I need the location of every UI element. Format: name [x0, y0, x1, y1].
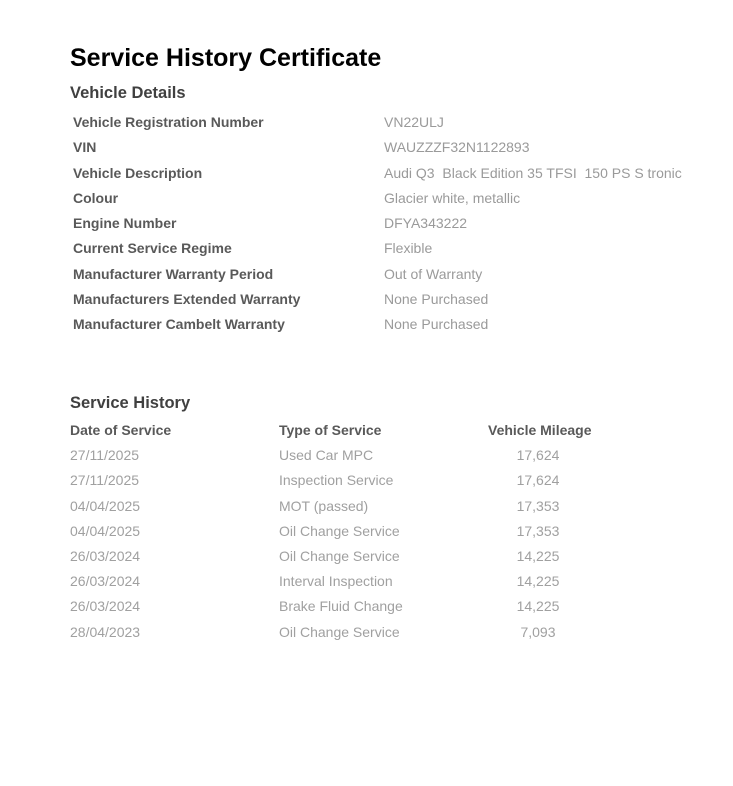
service-type: Oil Change Service	[279, 623, 400, 640]
service-history-table	[70, 421, 630, 648]
service-mileage: 7,093	[520, 623, 556, 640]
service-mileage: 14,225	[516, 598, 560, 615]
column-header-mileage: Vehicle Mileage	[488, 422, 592, 438]
service-mileage: 17,353	[516, 497, 560, 514]
detail-row-description	[73, 164, 693, 189]
detail-row-warranty-period	[73, 265, 693, 290]
detail-label: Colour	[73, 189, 119, 206]
detail-value: None Purchased	[384, 291, 489, 308]
detail-label: Engine Number	[73, 215, 177, 232]
detail-value: Out of Warranty	[384, 265, 483, 282]
service-type: Oil Change Service	[279, 522, 400, 539]
service-mileage: 17,624	[516, 472, 560, 489]
vehicle-details-heading: Vehicle Details	[70, 84, 186, 102]
service-date: 27/11/2025	[70, 447, 140, 464]
table-row	[70, 446, 630, 471]
detail-value: Flexible	[384, 240, 433, 257]
detail-label: VIN	[73, 139, 97, 156]
page-title: Service History Certificate	[70, 44, 382, 72]
detail-value: VN22ULJ	[384, 114, 444, 130]
detail-row-registration	[73, 113, 693, 138]
service-date: 04/04/2025	[70, 522, 141, 539]
detail-value: WAUZZZF32N1122893	[384, 139, 530, 156]
service-type: Inspection Service	[279, 472, 394, 489]
detail-label: Current Service Regime	[73, 240, 232, 257]
service-date: 26/03/2024	[70, 598, 141, 615]
detail-value: DFYA343222	[384, 215, 468, 232]
service-type: Used Car MPC	[279, 447, 374, 464]
table-header	[70, 421, 630, 446]
column-header-date: Date of Service	[70, 422, 172, 438]
service-mileage: 14,225	[516, 547, 560, 564]
table-row	[70, 623, 630, 648]
detail-value: Audi Q3 Black Edition 35 TFSI 150 PS S tronic	[384, 164, 682, 181]
service-type: MOT (passed)	[279, 497, 369, 514]
detail-row-extended-warranty	[73, 290, 693, 315]
detail-row-vin	[73, 138, 693, 163]
table-row	[70, 547, 630, 572]
service-mileage: 14,225	[516, 573, 560, 590]
service-date: 28/04/2023	[70, 623, 141, 640]
service-type: Brake Fluid Change	[279, 598, 403, 615]
table-row	[70, 597, 630, 622]
detail-row-cambelt-warranty	[73, 315, 693, 340]
service-type: Oil Change Service	[279, 547, 400, 564]
service-mileage: 17,624	[516, 447, 560, 464]
table-row	[70, 572, 630, 597]
table-row	[70, 471, 630, 496]
service-date: 26/03/2024	[70, 573, 141, 590]
detail-row-engine-number	[73, 214, 693, 239]
detail-label: Vehicle Description	[73, 164, 203, 181]
service-type: Interval Inspection	[279, 573, 393, 590]
table-row	[70, 522, 630, 547]
column-header-type: Type of Service	[279, 422, 382, 438]
service-date: 04/04/2025	[70, 497, 141, 514]
detail-label: Manufacturer Warranty Period	[73, 265, 274, 282]
service-date: 26/03/2024	[70, 547, 141, 564]
service-history-heading: Service History	[70, 394, 191, 412]
detail-label: Vehicle Registration Number	[73, 114, 264, 130]
detail-row-colour	[73, 189, 693, 214]
detail-row-service-regime	[73, 239, 693, 264]
detail-value: Glacier white, metallic	[384, 189, 521, 206]
detail-value: None Purchased	[384, 316, 489, 333]
detail-label: Manufacturer Cambelt Warranty	[73, 316, 285, 333]
table-row	[70, 497, 630, 522]
service-date: 27/11/2025	[70, 472, 140, 489]
vehicle-details-list	[73, 113, 693, 341]
service-mileage: 17,353	[516, 522, 560, 539]
detail-label: Manufacturers Extended Warranty	[73, 291, 301, 308]
